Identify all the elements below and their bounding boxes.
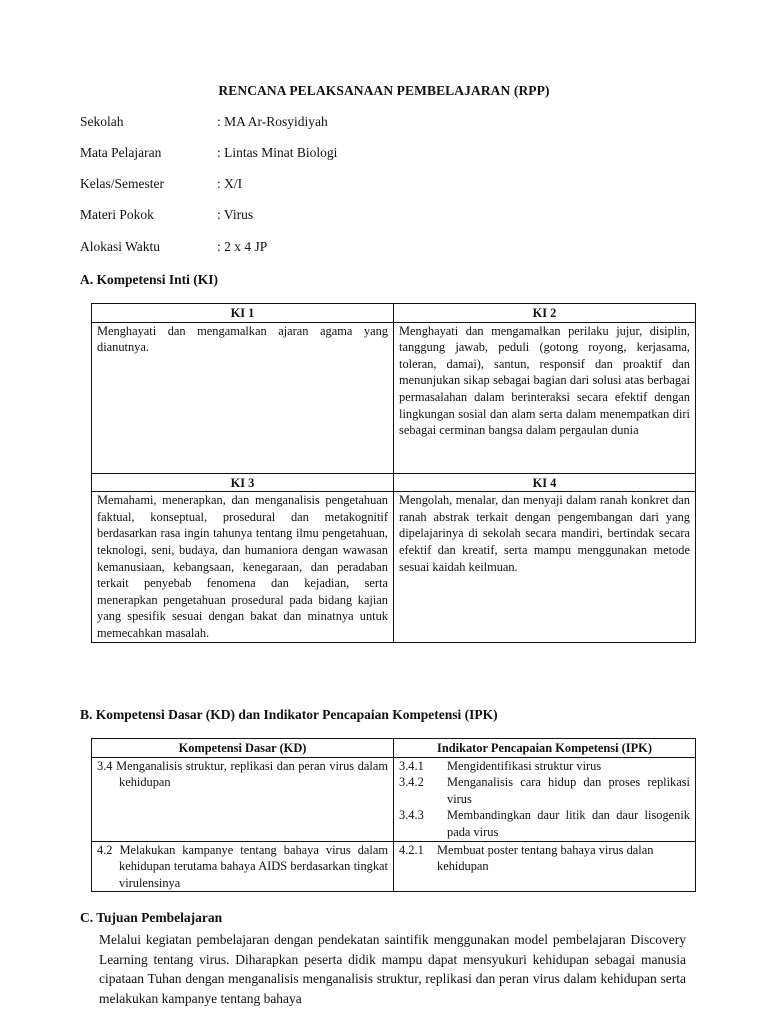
section-c-heading: C. Tujuan Pembelajaran bbox=[80, 910, 223, 925]
ki4-cell: Mengolah, menalar, dan menyaji dalam ranah konkret dan ranah abstrak terkait dengan pengembangan dari yang dipelajarinya di sekolah secara mandiri, bertindak secara efektif dan kreatif, serta mampu menggunakan metode sesuai kaidah keilmuan. bbox=[394, 492, 696, 642]
identity-value: : MA Ar-Rosyidiyah bbox=[217, 114, 328, 129]
ipk-item bbox=[399, 807, 690, 840]
ki2-header: KI 2 bbox=[394, 304, 696, 323]
ipk-item bbox=[399, 774, 690, 807]
identity-label: Materi Pokok bbox=[80, 207, 154, 222]
ki3-header: KI 3 bbox=[92, 473, 394, 492]
ki1-cell: Menghayati dan mengamalkan ajaran agama yang dianutnya. bbox=[92, 322, 394, 473]
identity-label: Sekolah bbox=[80, 114, 124, 129]
ipk-text: Mengidentifikasi struktur virus bbox=[447, 758, 602, 773]
identity-label: Kelas/Semester bbox=[80, 176, 164, 191]
ipk-cell-1 bbox=[394, 757, 696, 841]
identity-value: : Virus bbox=[217, 207, 254, 222]
kd-column-header: Kompetensi Dasar (KD) bbox=[92, 739, 394, 758]
identity-value: : Lintas Minat Biologi bbox=[217, 145, 338, 160]
section-b-heading: B. Kompetensi Dasar (KD) dan Indikator Pencapaian Kompetensi (IPK) bbox=[80, 707, 498, 722]
identity-label: Mata Pelajaran bbox=[80, 145, 162, 160]
ipk-text: Menganalisis cara hidup dan proses replikasi virus bbox=[447, 775, 690, 806]
ki1-header: KI 1 bbox=[92, 304, 394, 323]
ki3-cell: Memahami, menerapkan, dan menganalisis pengetahuan faktual, konseptual, prosedural dan metakognitif berdasarkan rasa ingin tahunya tentang ilmu pengetahuan, teknologi, seni, budaya, dan humaniora dengan wawasan kemanusiaan, kebangsaan, kenegaraan, dan peradaban terkait penyebab fenomena dan kejadian, serta menerapkan pengetahuan prosedural pada bidang kajian yang spesifik sesuai dengan bakat dan minatnya untuk memecahkan masalah. bbox=[92, 492, 394, 642]
page-title: RENCANA PELAKSANAAN PEMBELAJARAN (RPP) bbox=[218, 83, 550, 98]
kd-text: 3.4 Menganalisis struktur, replikasi dan peran virus dalam kehidupan bbox=[97, 758, 388, 790]
ipk-number: 3.4.1 bbox=[399, 758, 424, 773]
ki2-cell: Menghayati dan mengamalkan perilaku jujur, disiplin, tanggung jawab, peduli (gotong royong, kerjasama, toleran, damai), santun, responsif dan proaktif dan menunjukan sikap sebagai bagian dari solusi atas berbagai permasalahan dalam berinteraksi secara efektif dengan lingkungan sosial dan alam serta dalam menempatkan diri sebagai cerminan bangsa dalam pergaulan dunia bbox=[394, 322, 696, 473]
ipk-text: Membandingkan daur litik dan daur lisogenik pada virus bbox=[447, 808, 690, 839]
kd-cell-1 bbox=[92, 757, 394, 841]
identity-value: : 2 x 4 JP bbox=[217, 239, 268, 254]
tujuan-paragraph: Melalui kegiatan pembelajaran dengan pendekatan saintifik menggunakan model pembelajaran Discovery Learning tentang virus. Diharapkan peserta didik mampu dapat mensyukuri kehidupan sebagai manusia cipataan Tuhan dengan menganalisis menganalisis struktur, replikasi dan peran virus dalam kehidupan serta melakukan kampanye tentang bahaya bbox=[99, 932, 686, 1006]
ipk-item bbox=[399, 758, 690, 775]
kd-text: 4.2 Melakukan kampanye tentang bahaya virus dalam kehidupan terutama bahaya AIDS berdasarkan tingkat virulensinya bbox=[97, 842, 388, 890]
identity-label: Alokasi Waktu bbox=[80, 239, 161, 254]
ki4-header: KI 4 bbox=[394, 473, 696, 492]
kd-cell-2 bbox=[92, 841, 394, 892]
identity-value: : X/I bbox=[217, 176, 243, 191]
ipk-item bbox=[399, 842, 690, 875]
ki-table bbox=[91, 303, 696, 643]
kd-ipk-table bbox=[91, 738, 696, 892]
ipk-text: Membuat poster tentang bahaya virus dalan kehidupan bbox=[437, 842, 654, 874]
ipk-number: 3.4.3 bbox=[399, 808, 424, 823]
ipk-number: 4.2.1 bbox=[399, 842, 424, 857]
ipk-number: 3.4.2 bbox=[399, 775, 424, 790]
ipk-cell-2 bbox=[394, 841, 696, 892]
section-a-heading: A. Kompetensi Inti (KI) bbox=[80, 272, 218, 287]
ipk-column-header: Indikator Pencapaian Kompetensi (IPK) bbox=[394, 739, 696, 758]
